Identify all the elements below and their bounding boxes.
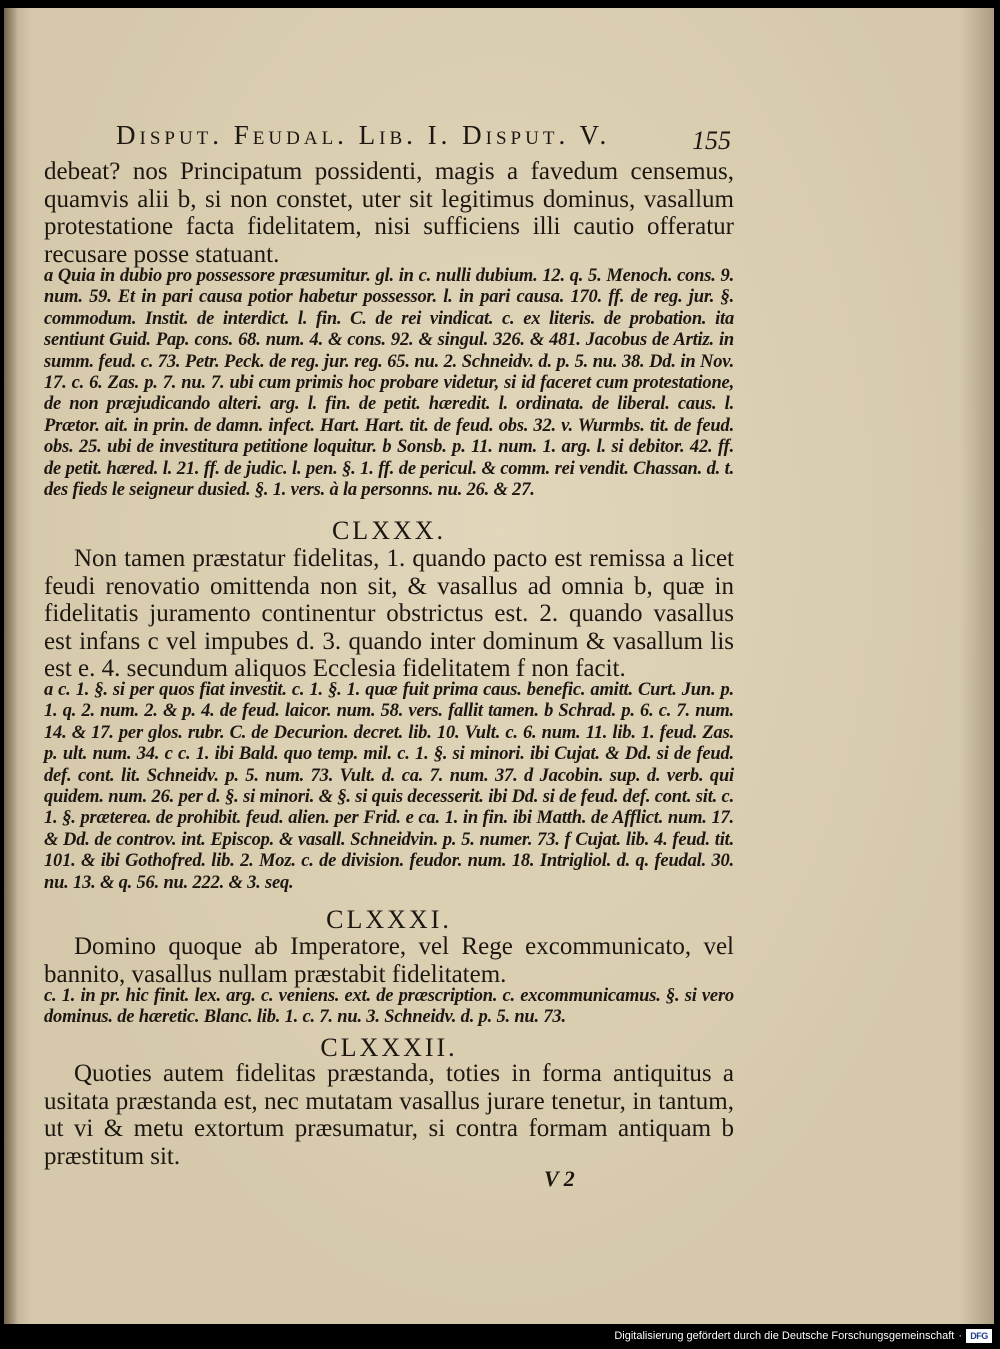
paragraph-clxxxi: Domino quoque ab Imperatore, vel Rege excommunicato, vel bannito, vasallus nullam præstabit fidelitatem. bbox=[44, 933, 734, 988]
footnotes-intro: a Quia in dubio pro possessore præsumitur. gl. in c. nulli dubium. 12. q. 5. Menoch. cons. 9. num. 59. Et in pari causa potior habetur possessor. l. in pari causa. 170. ff. de reg. jur. §. commodum. Instit. de interdict. l. fin. C. de rei vindicat. c. ex literis. de probation. ita sentiunt Guid. Pap. cons. 68. num. 4. & cons. 92. & singul. 326. & 481. Jacobus de Artiz. in summ. feud. c. 73. Petr. Peck. de reg. jur. reg. 65. nu. 2. Schneidv. d. p. 5. nu. 38. Dd. in Nov. 17. c. 6. Zas. p. 7. nu. 7. ubi cum primis hoc probare videtur, si id faceret cum protestatione, de non præjudicando alteri. arg. l. fin. de petit. hæredit. l. ordinata. de liberal. caus. l. Prætor. ait. in prin. de damn. infect. Hart. Hart. tit. de feud. obs. 32. v. Wurmbs. tit. de feud. obs. 25. ubi de investitura petitione loquitur. b Sonsb. p. 11. num. 1. arg. l. si debitor. 42. ff. de petit. hæred. l. 21. ff. de judic. l. pen. §. 1. ff. de pericul. & comm. rei vendit. Chassan. d. t. des fieds le seigneur dusied. §. 1. vers. à la personns. nu. 26. & 27. bbox=[44, 266, 734, 501]
running-head: Disput. Feudal. Lib. I. Disput. V. bbox=[116, 120, 611, 150]
gutter-shadow bbox=[4, 8, 18, 1324]
paragraph-intro: debeat? nos Principatum possidenti, magis a favedum censemus, quamvis alii b, si non constet, uter sit legitimus dominus, vasallum protestatione facta fidelitatem, nisi sufficiens illi cautio offeratur recusare posse statuant. bbox=[44, 158, 734, 268]
footnotes-clxxx: a c. 1. §. si per quos fiat investit. c. 1. §. 1. quæ fuit prima caus. benefic. amitt. Curt. Jun. p. 1. q. 2. num. 2. & p. 4. de feud. laicor. num. 58. vers. fallit tamen. b Schrad. p. 6. c. 7. num. 14. & 17. per glos. rubr. C. de Decurion. decret. lib. 10. Vult. c. 6. num. 11. lib. 1. feud. Zas. p. ult. num. 34. c c. 1. ibi Bald. quo temp. mil. c. 1. §. si minori. ibi Cujat. & Dd. si de feud. def. cont. lit. Schneidv. p. 5. num. 73. Vult. d. ca. 7. num. 37. d Jacobin. sup. d. verb. qui quidem. num. 26. per d. §. si minori. & §. si quis decesserit. ibi Dd. si de feud. def. cont. sit. c. 1. §. præterea. de prohibit. feud. alien. per Frid. e ca. 1. in fin. ibi Matth. de Afflict. num. 17. & Dd. de controv. int. Episcop. & vasall. Schneidvin. p. 5. numer. 73. f Cujat. lib. 4. feud. tit. 101. & ibi Gothofred. lib. 2. Moz. c. de division. feudor. num. 18. Intrigliol. d. q. feudal. 30. nu. 13. & q. 56. nu. 222. & 3. seq. bbox=[44, 680, 734, 893]
page-number: 155 bbox=[692, 126, 731, 155]
paragraph-clxxxii: Quoties autem fidelitas præstanda, toties in forma antiquitus a usitata præstanda est, nec mutatam vasallus jurare tenetur, in tantum, ut vi & metu extortum præsumatur, si contra formam antiquam b præstitum sit. bbox=[44, 1060, 734, 1170]
section-heading-clxxx: CLXXX. bbox=[331, 516, 447, 545]
footer-credit bbox=[614, 1326, 992, 1346]
signature-mark: V 2 bbox=[544, 1166, 575, 1191]
paragraph-clxxx: Non tamen præstatur fidelitas, 1. quando pacto est remissa a licet feudi renovatio omittenda non sit, & vasallus ad omnia b, quæ in fidelitatis juramento continentur obstrictus est. 2. quando vasallus est infans c vel impubes d. 3. quando inter dominum & vasallum lis est e. 4. secundum aliquos Ecclesia fidelitatem f non facit. bbox=[44, 545, 734, 682]
section-heading-clxxxii: CLXXXII. bbox=[320, 1033, 458, 1062]
dfg-logo: DFG bbox=[966, 1329, 992, 1343]
footnotes-clxxxi: c. 1. in pr. hic finit. lex. arg. c. veniens. ext. de præscription. c. excommunicamus. §. si vero dominus. de hæretic. Blanc. lib. 1. c. 7. nu. 3. Schneidv. d. p. 5. nu. 73. bbox=[44, 986, 734, 1028]
credit-text: Digitalisierung gefördert durch die Deutsche Forschungsgemeinschaft bbox=[614, 1330, 955, 1342]
separator: · bbox=[958, 1330, 962, 1342]
section-heading-clxxxi: CLXXXI. bbox=[326, 905, 452, 934]
book-page bbox=[4, 8, 994, 1324]
